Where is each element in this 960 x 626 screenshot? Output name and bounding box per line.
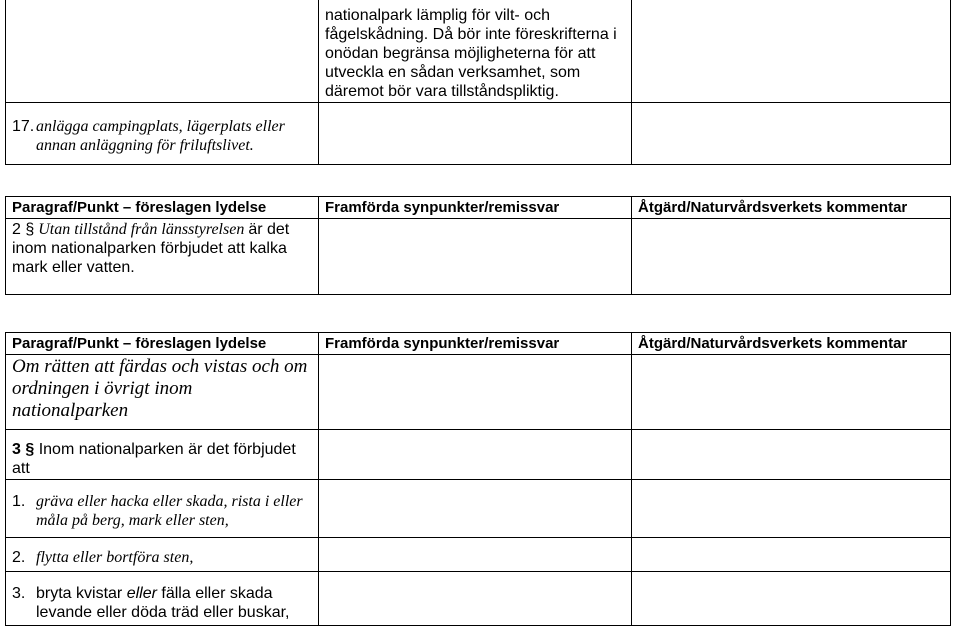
previous-comment-text	[319, 0, 632, 103]
paragraph-number: 2 §	[12, 221, 35, 238]
item-text-part: fälla eller skada levande eller döda träd eller buskar,	[36, 585, 290, 621]
item-text	[36, 584, 312, 622]
empty-cell	[319, 572, 632, 626]
item-17-cell	[6, 103, 319, 165]
section-heading: Om rätten att färdas och vistas och om ordningen i övrigt inom nationalparken	[6, 355, 319, 430]
empty-cell	[319, 430, 632, 480]
list-item	[6, 480, 319, 538]
header-action: Åtgärd/Naturvårdsverkets kommentar	[632, 197, 951, 219]
paragraph-text: är det inom nationalparken förbjudet att kalka mark eller vatten.	[12, 221, 290, 276]
comment-table-fragment	[5, 0, 951, 165]
empty-cell	[319, 103, 632, 165]
empty-cell	[632, 355, 951, 430]
item-text-italic: eller	[126, 585, 157, 602]
item-number: 1.	[12, 493, 26, 510]
item-number: 2.	[12, 549, 26, 566]
comment-table-2	[5, 196, 951, 295]
empty-cell	[632, 430, 951, 480]
item-text: flytta eller bortföra sten,	[36, 549, 194, 566]
empty-cell	[319, 219, 632, 295]
header-comments: Framförda synpunkter/remissvar	[319, 197, 632, 219]
item-number: 17.	[12, 118, 35, 135]
empty-cell	[319, 538, 632, 572]
header-paragraph: Paragraf/Punkt – föreslagen lydelse	[6, 333, 319, 355]
header-paragraph: Paragraf/Punkt – föreslagen lydelse	[6, 197, 319, 219]
empty-cell	[632, 0, 951, 103]
paragraph-3-cell	[6, 430, 319, 480]
item-text: anlägga campingplats, lägerplats eller annan anläggning för friluftslivet.	[36, 118, 285, 154]
item-text: gräva eller hacka eller skada, rista i eller måla på berg, mark eller sten,	[36, 493, 303, 529]
paragraph-2-cell	[6, 219, 319, 295]
empty-cell	[6, 0, 319, 103]
empty-cell	[319, 355, 632, 430]
list-item	[6, 538, 319, 572]
paragraph-text: Inom nationalparken är det förbjudet att	[12, 441, 296, 477]
item-number: 3.	[12, 585, 26, 602]
paragraph-italic-text: Utan tillstånd från länsstyrelsen	[38, 221, 245, 238]
empty-cell	[632, 572, 951, 626]
comment-table-3	[5, 332, 951, 626]
header-action: Åtgärd/Naturvårdsverkets kommentar	[632, 333, 951, 355]
previous-comment: nationalpark lämplig för vilt- och fågelskådning. Då bör inte föreskrifterna i onödan begränsa möjligheterna för att utveckla en sådan verksamhet, som däremot bör vara tillståndspliktig.	[325, 7, 617, 100]
header-comments: Framförda synpunkter/remissvar	[319, 333, 632, 355]
empty-cell	[632, 480, 951, 538]
item-text-part: bryta kvistar	[36, 585, 123, 602]
empty-cell	[632, 219, 951, 295]
empty-cell	[632, 103, 951, 165]
list-item	[6, 572, 319, 626]
paragraph-number: 3 §	[12, 441, 35, 458]
empty-cell	[319, 480, 632, 538]
empty-cell	[632, 538, 951, 572]
